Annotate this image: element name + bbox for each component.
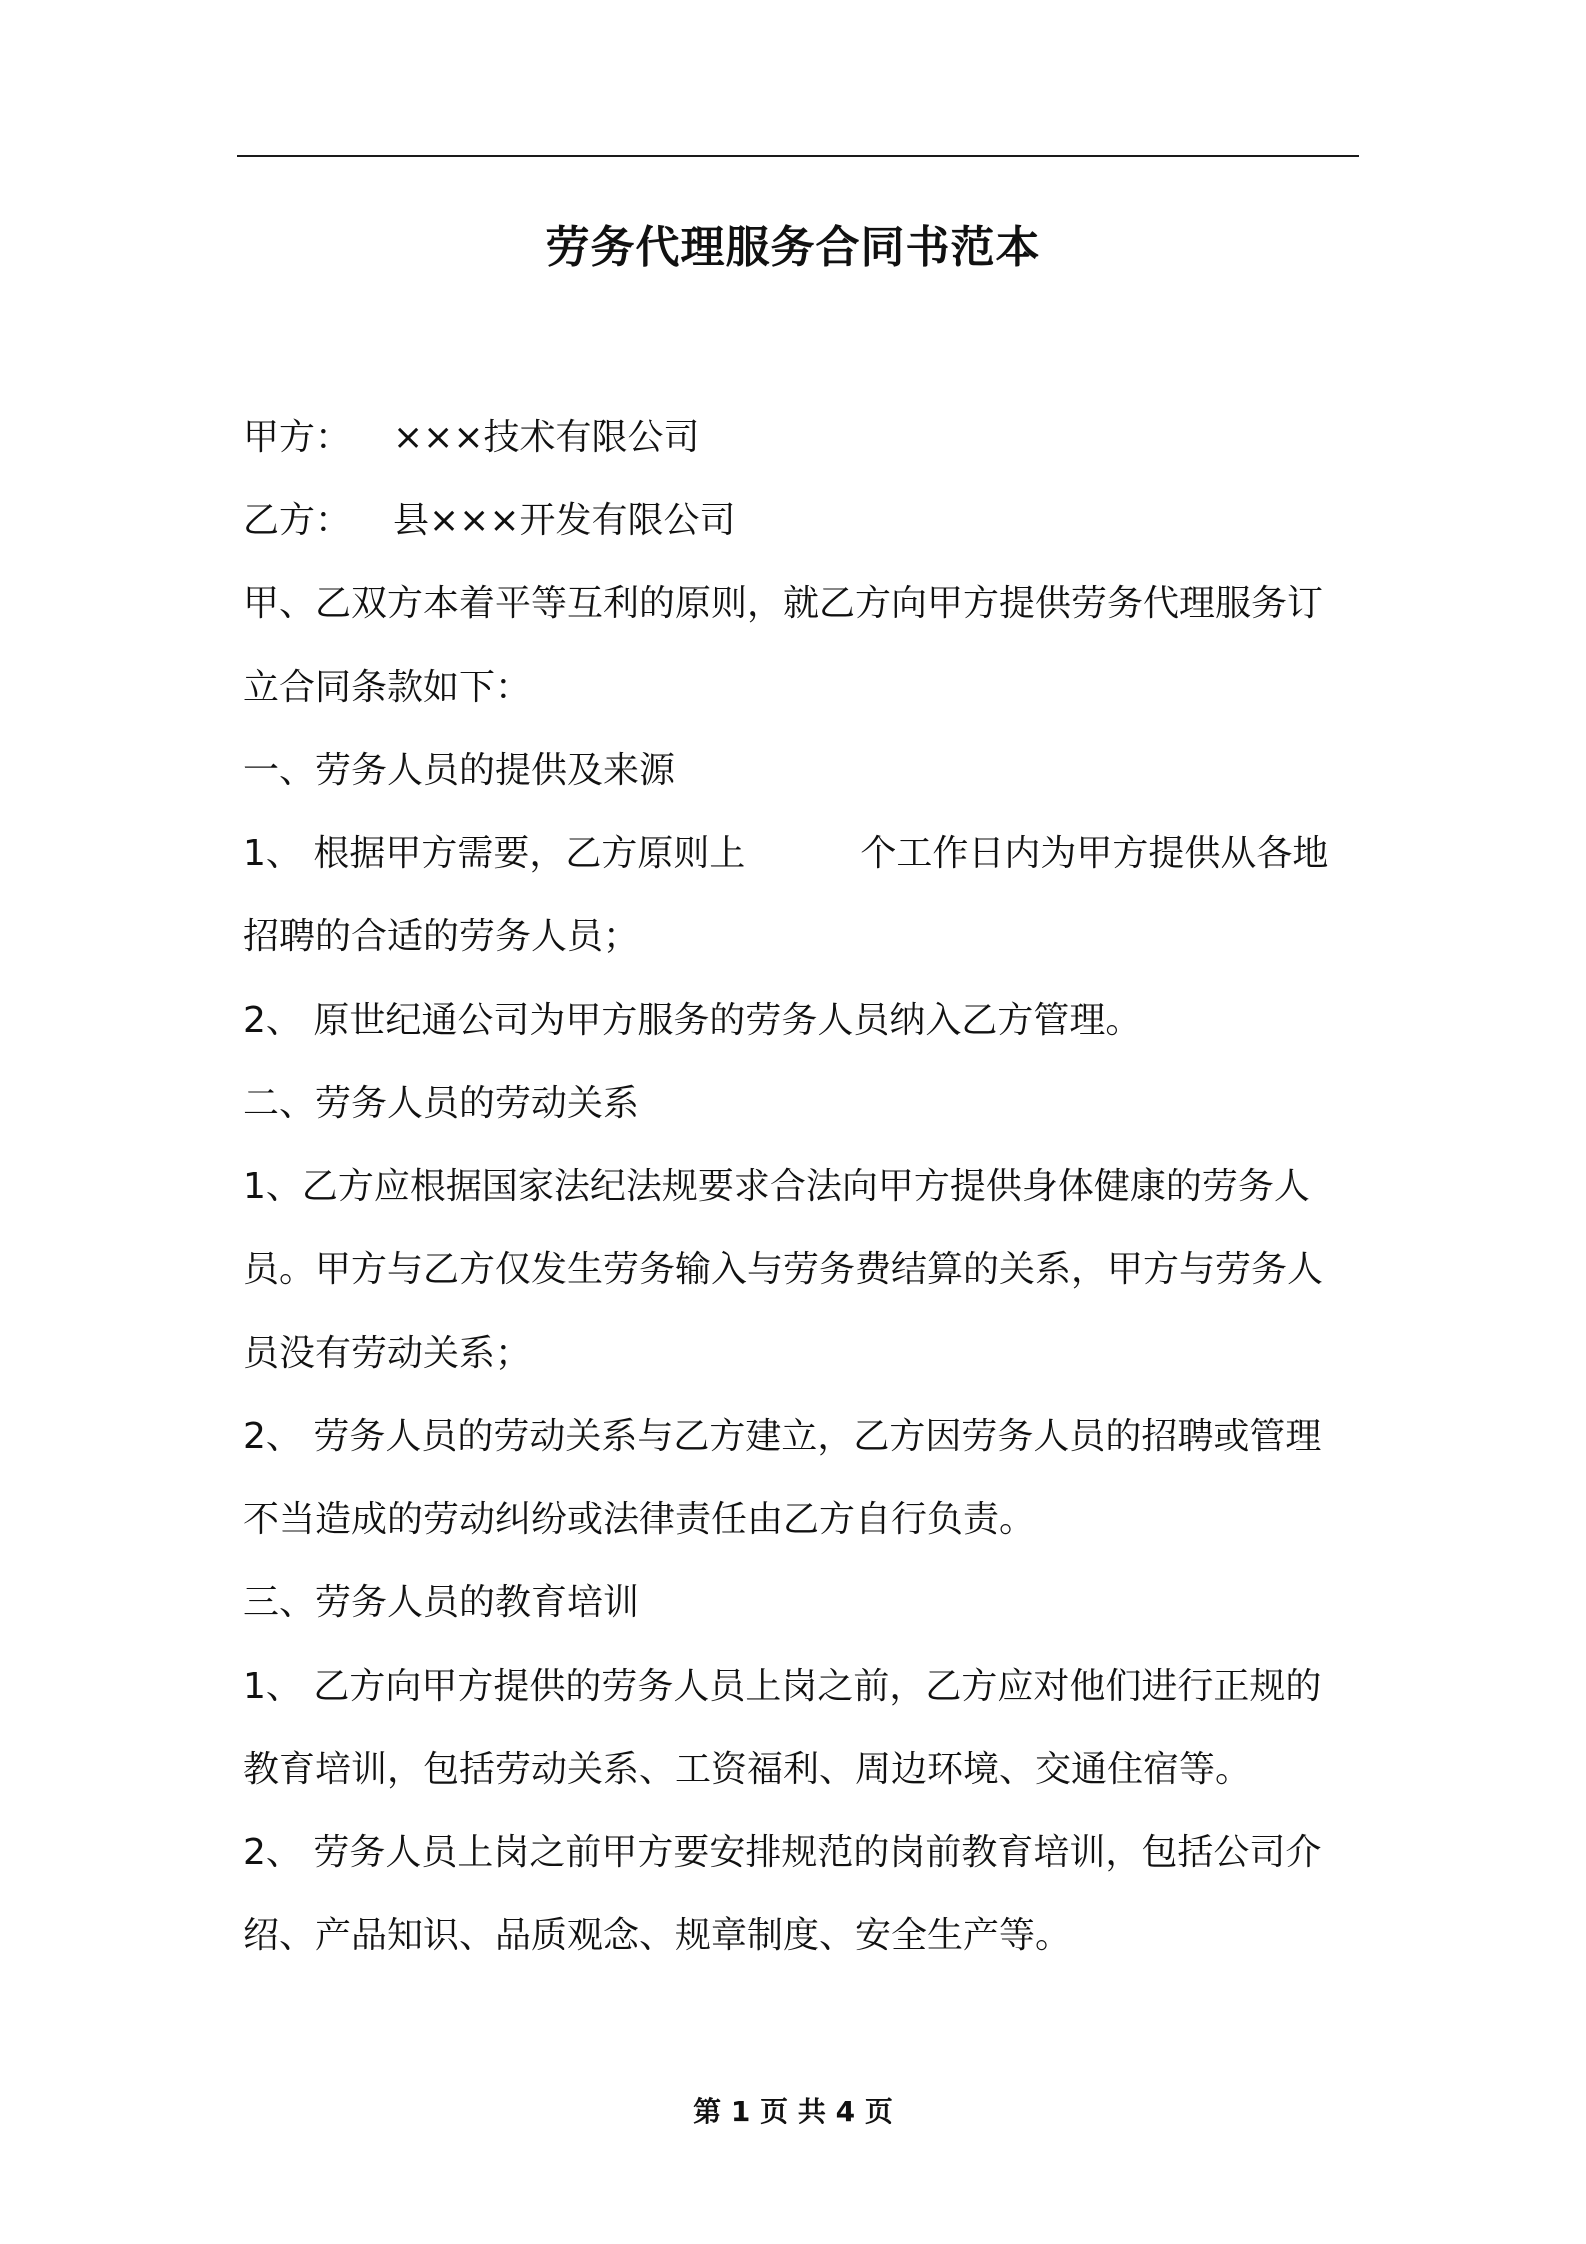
section-1-item-1-text-b: 个工作日内为甲方提供从各地: [860, 833, 1329, 874]
section-2-item-1-line-3: 员没有劳动关系；: [243, 1333, 532, 1374]
party-a-label: 甲方：: [243, 417, 352, 458]
section-2-item-1-line-2: 员。甲方与乙方仅发生劳务输入与劳务费结算的关系，甲方与劳务人: [243, 1249, 1324, 1290]
party-a-name: ×××技术有限公司: [393, 417, 700, 458]
party-b-line: [243, 496, 736, 546]
section-1-item-1-line-1: [243, 829, 1328, 879]
header-rule: [237, 155, 1359, 157]
section-2-item-2-line-2: 不当造成的劳动纠纷或法律责任由乙方自行负责。: [243, 1499, 1036, 1540]
section-2-item-1-line-1: 1、乙方应根据国家法纪法规要求合法向甲方提供身体健康的劳务人: [243, 1166, 1310, 1207]
party-b-label: 乙方：: [243, 500, 352, 541]
section-3-item-1-line-2: 教育培训，包括劳动关系、工资福利、周边环境、交通住宿等。: [243, 1749, 1252, 1790]
party-a-line: [243, 413, 700, 463]
section-3-item-2-line-1: 2、 劳务人员上岗之前甲方要安排规范的岗前教育培训，包括公司介: [243, 1832, 1322, 1873]
document-title: 劳务代理服务合同书范本: [545, 222, 1041, 273]
section-3-item-1-line-1: 1、 乙方向甲方提供的劳务人员上岗之前，乙方应对他们进行正规的: [243, 1666, 1322, 1707]
section-1-item-1-text-a: 1、 根据甲方需要，乙方原则上: [243, 833, 746, 874]
party-b-name: 县×××开发有限公司: [393, 500, 736, 541]
section-2-item-2-line-1: 2、 劳务人员的劳动关系与乙方建立，乙方因劳务人员的招聘或管理: [243, 1416, 1322, 1457]
page-number-footer: 第 1 页 共 4 页: [693, 2095, 893, 2128]
section-1-heading: 一、劳务人员的提供及来源: [243, 750, 676, 791]
section-3-item-2-line-2: 绍、产品知识、品质观念、规章制度、安全生产等。: [243, 1915, 1072, 1956]
section-2-heading: 二、劳务人员的劳动关系: [243, 1083, 640, 1124]
section-3-heading: 三、劳务人员的教育培训: [243, 1582, 640, 1623]
section-1-item-1-line-2: 招聘的合适的劳务人员；: [243, 916, 640, 957]
section-1-item-2: 2、 原世纪通公司为甲方服务的劳务人员纳入乙方管理。: [243, 1000, 1142, 1041]
intro-line-2: 立合同条款如下：: [243, 667, 532, 708]
intro-line-1: 甲、乙双方本着平等互利的原则，就乙方向甲方提供劳务代理服务订: [243, 583, 1324, 624]
